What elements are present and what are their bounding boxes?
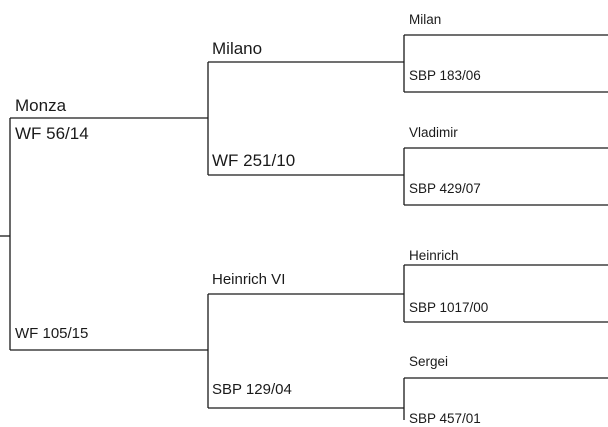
gen3-registration-2: SBP 429/07 bbox=[409, 181, 481, 196]
gen3-name-2: Vladimir bbox=[409, 125, 458, 140]
sire-registration: WF 56/14 bbox=[15, 124, 89, 143]
sire-name: Monza bbox=[15, 96, 67, 115]
gen3-registration-3: SBP 1017/00 bbox=[409, 300, 489, 315]
gen3-name-4: Sergei bbox=[409, 354, 449, 369]
dam-registration: WF 105/15 bbox=[15, 325, 89, 342]
gen3-registration-4: SBP 457/01 bbox=[409, 411, 481, 426]
gen3-name-1: Milan bbox=[409, 12, 442, 27]
sire-dam-registration: WF 251/10 bbox=[212, 151, 296, 170]
gen3-name-3: Heinrich bbox=[409, 248, 459, 263]
dam-sire-name: Heinrich VI bbox=[212, 271, 286, 288]
gen3-registration-1: SBP 183/06 bbox=[409, 68, 481, 83]
sire-sire-name: Milano bbox=[212, 39, 263, 58]
dam-dam-registration: SBP 129/04 bbox=[212, 381, 292, 398]
